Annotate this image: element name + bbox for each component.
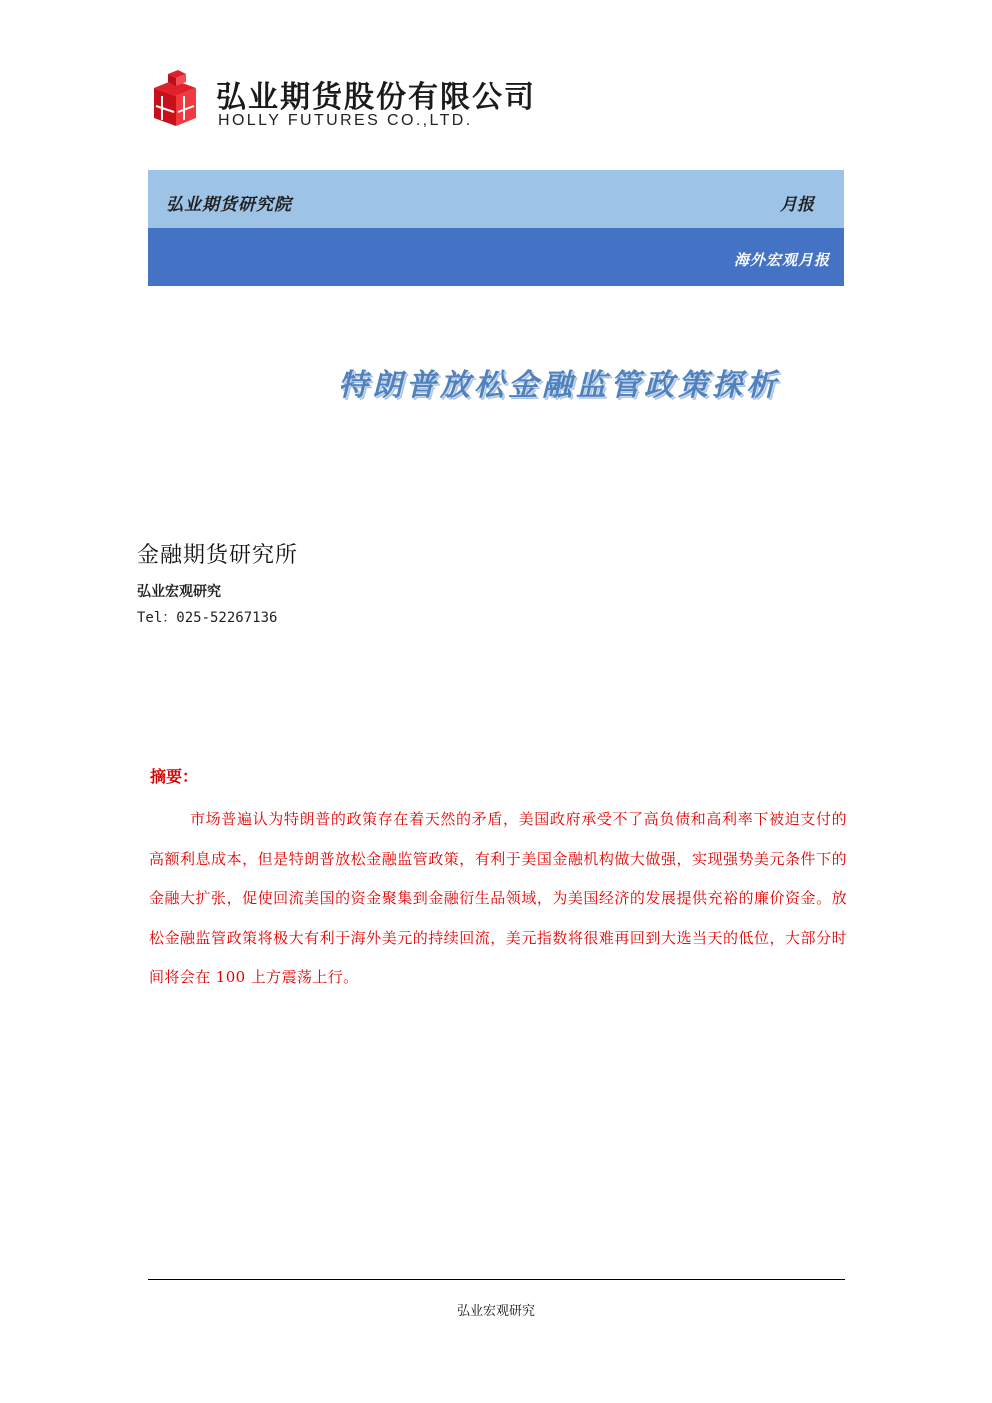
footer-text: 弘业宏观研究 xyxy=(456,1304,535,1319)
footer-divider xyxy=(148,1279,845,1280)
company-name-en: HOLLY FUTURES CO.,LTD. xyxy=(218,112,473,129)
author-department: 金融期货研究所 xyxy=(137,543,299,568)
company-name-cn: 弘业期货股份有限公司 xyxy=(216,80,536,115)
abstract-body: 市场普遍认为特朗普的政策存在着天然的矛盾，美国政府承受不了高负债和高利率下被迫支付的高额利息成本，但是特朗普放松金融监管政策，有利于美国金融机构做大做强，实现强势美元条件下的金融大扩张，促使回流美国的资金聚集到金融衍生品领域，为美国经济的发展提供充裕的廉价资金。放松金融监管政策将极大有利于海外美元的持续回流，美元指数将很难再回到大选当天的低位，大部分时间将会在 100 上方震荡上行。 xyxy=(149,810,847,986)
report-type: 月报 xyxy=(780,195,814,215)
category-banner xyxy=(148,228,844,286)
holly-cube-logo-icon xyxy=(150,70,200,128)
institute-banner xyxy=(148,170,844,228)
report-title: 特朗普放松金融监管政策探析 xyxy=(338,368,780,403)
institute-name: 弘业期货研究院 xyxy=(166,195,292,215)
author-tel: Tel：025-52267136 xyxy=(137,610,278,626)
company-logo xyxy=(150,70,550,132)
author-team: 弘业宏观研究 xyxy=(137,584,221,600)
abstract-label: 摘要： xyxy=(150,767,199,786)
report-category: 海外宏观月报 xyxy=(733,251,830,269)
